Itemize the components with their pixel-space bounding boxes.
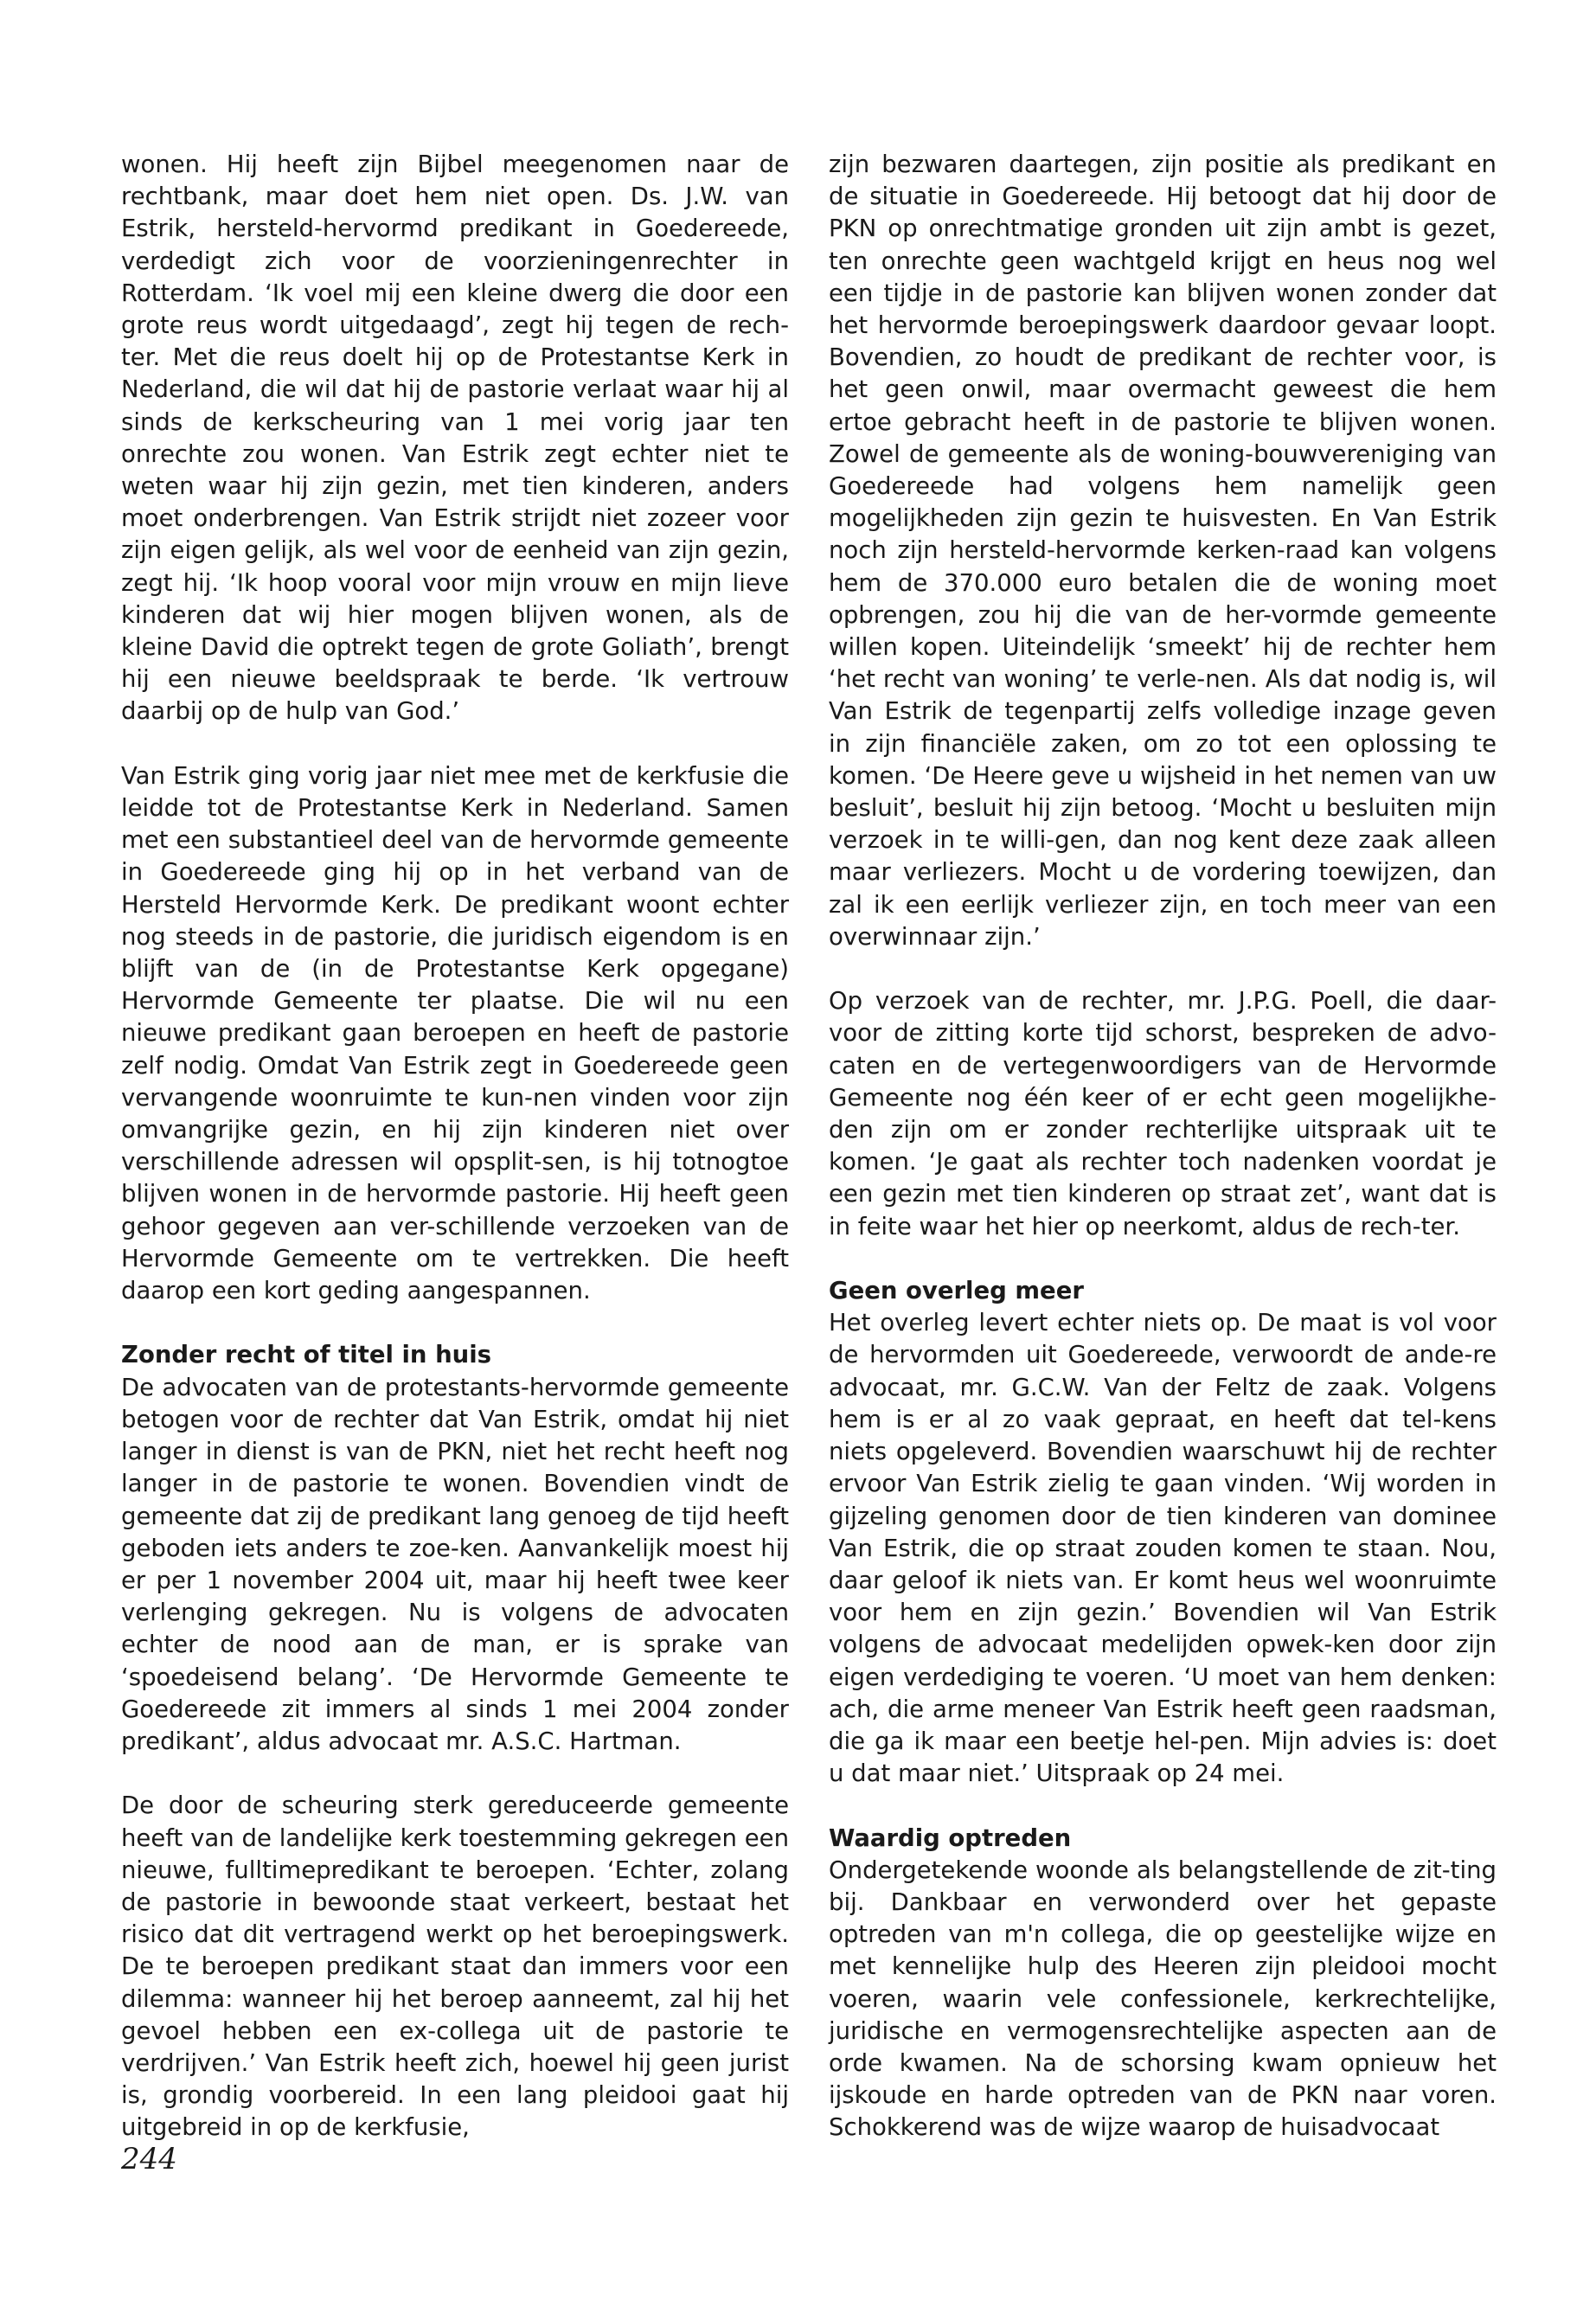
right-column	[829, 149, 1497, 2144]
left-subheading-1: Zonder recht of titel in huis	[121, 1341, 492, 1369]
left-paragraph-2: Van Estrik ging vorig jaar niet mee met de kerkfusie die leidde tot de Protestantse Kerk in Nederland. Samen met een substantieel deel van de hervormde gemeente in Goedereede ging hij op in het verband van de Hersteld Hervormde Kerk. De predikant woont echter nog steeds in de pastorie, die juridisch eigendom is en blijft van de (in de Protestantse Kerk opgegane) Hervormde Gemeente ter plaatse. Die wil nu een nieuwe predikant gaan beroepen en heeft de pastorie zelf nodig. Omdat Van Estrik zegt in Goedereede geen vervangende woonruimte te kun-nen vinden voor zijn omvangrijke gezin, en hij zijn kinderen niet over verschillende adressen wil opsplit-sen, is hij totnogtoe blijven wonen in de hervormde pastorie. Hij heeft geen gehoor gegeven aan ver-schillende verzoeken van de Hervormde Gemeente om te vertrekken. Die heeft daarop een kort geding aangespannen.	[121, 761, 789, 1305]
left-column	[121, 149, 789, 2144]
right-subheading-1: Geen overleg meer	[829, 1277, 1084, 1305]
right-paragraph-2: Op verzoek van de rechter, mr. J.P.G. Poell, die daar-voor de zitting korte tijd schorst, bespreken de advo-caten en de vertegenwoordigers van de Hervormde Gemeente nog één keer of er echt geen mogelijkhe-den zijn om er zonder rechterlijke uitspraak uit te komen. ‘Je gaat als rechter toch nadenken voordat je een gezin met tien kinderen op straat zet’, want dat is in feite waar het hier op neerkomt, aldus de rech-ter.	[829, 987, 1497, 1240]
right-paragraph-1: zijn bezwaren daartegen, zijn positie als predikant en de situatie in Goedereede. Hij betoogt dat hij door de PKN op onrechtmatige gronden uit zijn ambt is gezet, ten onrechte geen wachtgeld krijgt en heus nog wel een tijdje in de pastorie kan blijven wonen zonder dat het hervormde beroepingswerk daardoor gevaar loopt. Bovendien, zo houdt de predikant de rechter voor, is het geen onwil, maar overmacht geweest die hem ertoe gebracht heeft in de pastorie te blijven wonen. Zowel de gemeente als de woning-bouwvereniging van Goedereede had volgens hem namelijk geen mogelijkheden zijn gezin te huisvesten. En Van Estrik noch zijn hersteld-hervormde kerken-raad kan volgens hem de 370.000 euro betalen die de woning moet opbrengen, zou hij die van de her-vormde gemeente willen kopen. Uiteindelijk ‘smeekt’ hij de rechter hem ‘het recht van woning’ te verle-nen. Als dat nodig is, wil Van Estrik de tegenpartij zelfs volledige inzage geven in zijn financiële zaken, om zo tot een oplossing te komen. ‘De Heere geve u wijsheid in het nemen van uw besluit’, besluit hij zijn betoog. ‘Mocht u besluiten mijn verzoek in te willi-gen, dan nog kent deze zaak alleen maar verliezers. Mocht u de vordering toewijzen, dan zal ik een eerlijk verliezer zijn, en toch meer van een overwinnaar zijn.’	[829, 151, 1497, 951]
right-subheading-2: Waardig optreden	[829, 1823, 1072, 1852]
right-paragraph-4: Ondergetekende woonde als belangstellende de zit-ting bij. Dankbaar en verwonderd over het gepaste optreden van m'n collega, die op geestelijke wijze en met kennelijke hulp des Heeren zijn pleidooi mocht voeren, waarin vele confessionele, kerkrechtelijke, juridische en vermogensrechtelijke aspecten aan de orde kwamen. Na de schorsing kwam opnieuw het ijskoude en harde optreden van de PKN naar voren. Schokkerend was de wijze waarop de huisadvocaat	[829, 1856, 1497, 2142]
left-paragraph-4: De door de scheuring sterk gereduceerde gemeente heeft van de landelijke kerk toestemming gekregen een nieuwe, fulltimepredikant te beroepen. ‘Echter, zolang de pastorie in bewoonde staat verkeert, bestaat het risico dat dit vertragend werkt op het beroepingswerk. De te beroepen predikant staat dan immers voor een dilemma: wanneer hij het beroep aanneemt, zal hij het gevoel hebben een ex-collega uit de pastorie te verdrijven.’ Van Estrik heeft zich, hoewel hij geen jurist is, grondig voorbereid. In een lang pleidooi gaat hij uitgebreid in op de kerkfusie,	[121, 1791, 789, 2142]
page-number: 244	[121, 2142, 177, 2176]
left-paragraph-1: wonen. Hij heeft zijn Bijbel meegenomen naar de rechtbank, maar doet hem niet open. Ds. J.W. van Estrik, hersteld-hervormd predikant in Goedereede, verdedigt zich voor de voorzieningenrechter in Rotterdam. ‘Ik voel mij een kleine dwerg die door een grote reus wordt uitgedaagd’, zegt hij tegen de rech-ter. Met die reus doelt hij op de Protestantse Kerk in Nederland, die wil dat hij de pastorie verlaat waar hij al sinds de kerkscheuring van 1 mei vorig jaar ten onrechte zou wonen. Van Estrik zegt echter niet te weten waar hij zijn gezin, met tien kinderen, anders moet onderbrengen. Van Estrik strijdt niet zozeer voor zijn eigen gelijk, als wel voor de eenheid van zijn gezin, zegt hij. ‘Ik hoop vooral voor mijn vrouw en mijn lieve kinderen dat wij hier mogen blijven wonen, als de kleine David die optrekt tegen de grote Goliath’, brengt hij een nieuwe beeldspraak te berde. ‘Ik vertrouw daarbij op de hulp van God.’	[121, 151, 789, 726]
right-paragraph-3: Het overleg levert echter niets op. De maat is vol voor de hervormden uit Goedereede, verwoordt de ande-re advocaat, mr. G.C.W. Van der Feltz de zaak. Volgens hem is er al zo vaak gepraat, en heeft dat tel-kens niets opgeleverd. Bovendien waarschuwt hij de rechter ervoor Van Estrik zielig te gaan vinden. ‘Wij worden in gijzeling genomen door de tien kinderen van dominee Van Estrik, die op straat zouden komen te staan. Nou, daar geloof ik niets van. Er komt heus wel woonruimte voor hem en zijn gezin.’ Bovendien wil Van Estrik volgens de advocaat medelijden opwek-ken door zijn eigen verdediging te voeren. ‘U moet van hem denken: ach, die arme meneer Van Estrik heeft geen raadsman, die ga ik maar een beetje hel-pen. Mijn advies is: doet u dat maar niet.’ Uitspraak op 24 mei.	[829, 1309, 1497, 1788]
left-paragraph-3: De advocaten van de protestants-hervormde gemeente betogen voor de rechter dat Van Estrik, omdat hij niet langer in dienst is van de PKN, niet het recht heeft nog langer in de pastorie te wonen. Bovendien vindt de gemeente dat zij de predikant lang genoeg de tijd heeft geboden iets anders te zoe-ken. Aanvankelijk moest hij er per 1 november 2004 uit, maar hij heeft twee keer verlenging gekregen. Nu is volgens de advocaten echter de nood aan de man, er is sprake van ‘spoedeisend belang’. ‘De Hervormde Gemeente te Goedereede zit immers al sinds 1 mei 2004 zonder predikant’, aldus advocaat mr. A.S.C. Hartman.	[121, 1373, 789, 1755]
